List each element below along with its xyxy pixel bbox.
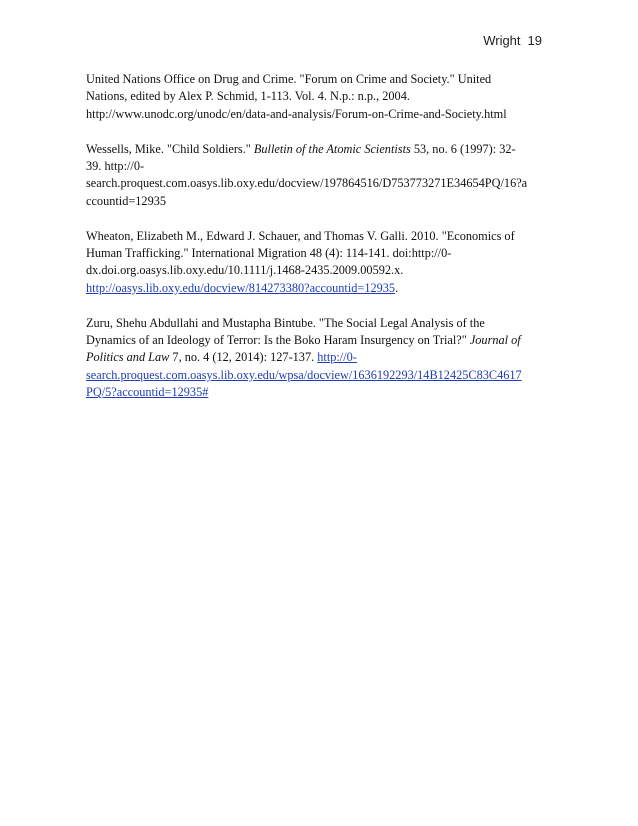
reference-line [86,88,556,105]
reference-line [86,367,556,384]
reference-text: 39. http://0- [86,159,145,174]
running-head-author: Wright [483,33,521,48]
reference-italic-title: Bulletin of the Atomic Scientists [253,141,411,156]
reference-text: United Nations Office on Drug and Crime. "Forum on Crime and Society." United [86,72,492,86]
reference-entry [86,141,556,211]
reference-text: 53, no. 6 (1997): 32- [410,141,516,156]
reference-text: http://www.unodc.org/unodc/en/data-and-analysis/Forum-on-Crime-and-Society.html [86,106,507,121]
reference-text: Dynamics of an Ideology of Terror: Is the Boko Haram Insurgency on Trial?" [86,333,470,348]
page-number: 19 [527,33,542,48]
reference-line [86,280,556,297]
reference-line [86,193,556,210]
reference-text: dx.doi.org.oasys.lib.oxy.edu/10.1111/j.1468-2435.2009.00592.x. [86,263,404,278]
reference-text: Human Trafficking." International Migration 48 (4): 114-141. doi:http://0- [86,246,452,261]
reference-line [86,141,556,158]
reference-text: ccountid=12935 [86,193,167,208]
reference-line [86,71,556,88]
reference-line [86,349,556,366]
reference-line [86,106,556,123]
reference-link[interactable]: http://0- [317,350,357,365]
reference-text: 7, no. 4 (12, 2014): 127-137. [169,350,318,365]
bibliography [86,71,556,419]
page-header [483,33,542,48]
reference-text: search.proquest.com.oasys.lib.oxy.edu/docview/197864516/D753773271E34654PQ/16?a [86,176,528,191]
reference-line [86,175,556,192]
reference-entry [86,71,556,123]
reference-link[interactable]: search.proquest.com.oasys.lib.oxy.edu/wpsa/docview/1636192293/14B12425C83C4617 [86,367,522,382]
reference-text: Zuru, Shehu Abdullahi and Mustapha Bintube. "The Social Legal Analysis of the [86,315,485,330]
reference-text: . [395,280,399,295]
reference-line [86,262,556,279]
reference-line [86,245,556,262]
reference-line [86,332,556,349]
reference-text: Wessells, Mike. "Child Soldiers." [86,141,254,156]
reference-line [86,315,556,332]
reference-link[interactable]: http://oasys.lib.oxy.edu/docview/814273380?accountid=12935 [86,280,396,295]
reference-entry [86,315,556,402]
reference-entry [86,228,556,298]
reference-link[interactable]: PQ/5?accountid=12935# [86,385,209,400]
reference-line [86,158,556,175]
reference-text: Nations, edited by Alex P. Schmid, 1-113. Vol. 4. N.p.: n.p., 2004. [86,89,410,104]
reference-line [86,228,556,245]
reference-italic-title: Journal of [469,333,521,348]
reference-text: Wheaton, Elizabeth M., Edward J. Schauer, and Thomas V. Galli. 2010. "Economics of [86,228,515,243]
reference-line [86,384,556,401]
reference-italic-title: Politics and Law [86,350,170,365]
